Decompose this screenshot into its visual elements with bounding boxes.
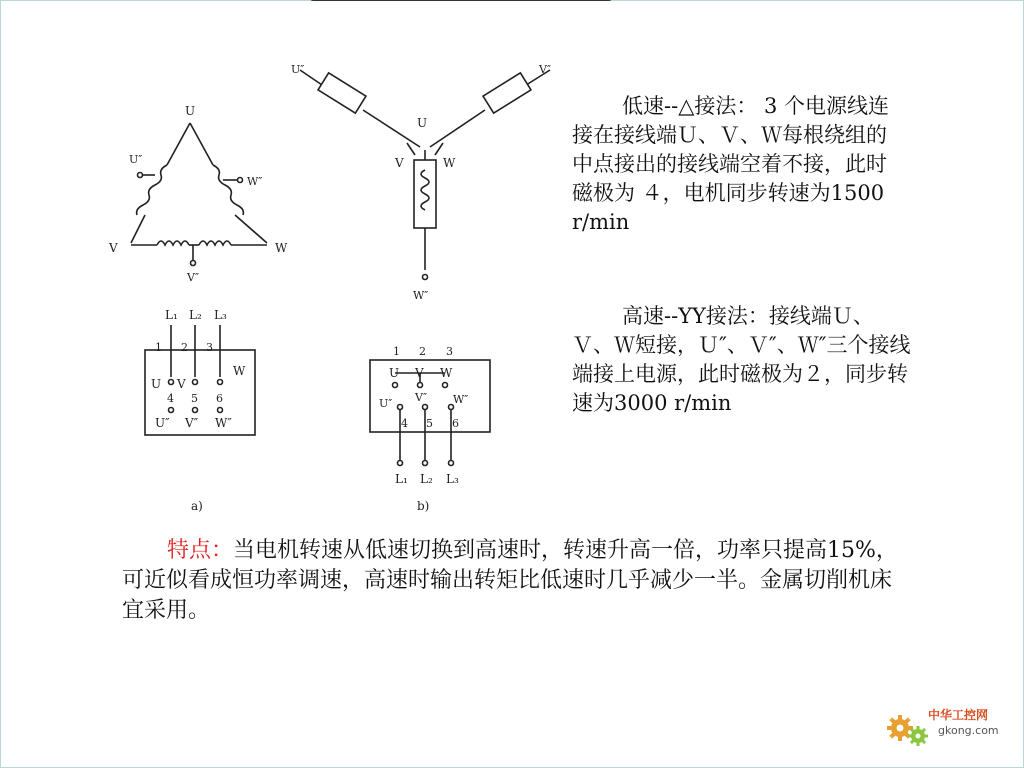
board-a-v: V <box>177 377 186 391</box>
board-b-4: 4 <box>401 417 408 430</box>
board-b-l2: L₂ <box>420 472 433 486</box>
feature-label: 特点： <box>167 538 234 563</box>
board-a-l3: L₃ <box>214 308 227 322</box>
board-b-w2: W″ <box>453 393 469 406</box>
feature-paragraph <box>122 536 902 626</box>
yy-label-v2: V″ <box>539 63 552 76</box>
board-a-w: W <box>233 364 246 378</box>
board-b-l3: L₃ <box>446 472 459 486</box>
board-a-n3: 3 <box>206 341 213 354</box>
board-b-6: 6 <box>452 417 459 430</box>
delta-label-v: V <box>109 241 118 255</box>
board-b-v2: V″ <box>415 391 428 404</box>
board-b-l1: L₁ <box>395 472 408 486</box>
board-b-u: U <box>389 366 400 380</box>
board-a-5: 5 <box>191 392 198 405</box>
gkong-logo <box>882 702 1012 752</box>
board-b-u2: U″ <box>379 397 393 410</box>
board-a-u: U <box>151 377 162 391</box>
board-a-n2: 2 <box>181 341 188 354</box>
yy-label-u2: U″ <box>291 63 305 76</box>
board-a-u2: U″ <box>155 416 170 430</box>
terminal-board-b <box>370 360 490 466</box>
yy-label-u: U <box>417 116 428 130</box>
delta-label-v2: V″ <box>187 271 200 284</box>
delta-label-w2: W″ <box>247 175 263 188</box>
logo-url: gkong.com <box>938 724 999 737</box>
low-speed-description: 低速--△接法： 3 个电源线连接在接线端Ｕ、Ｖ、Ｗ每根绕组的中点接出的接线端空着不接，此时磁极为 ４，电机同步转速为1500 r/min <box>572 94 890 234</box>
delta-connection <box>131 123 267 266</box>
board-a-v2: V″ <box>185 416 199 430</box>
logo-name: 中华工控网 <box>928 708 989 722</box>
delta-label-w: W <box>275 241 288 255</box>
board-b-v: V <box>415 366 424 380</box>
board-a-l2: L₂ <box>189 308 202 322</box>
slide-top-tab <box>310 0 612 1</box>
board-a-6: 6 <box>216 392 223 405</box>
board-b-n1: 1 <box>393 345 400 358</box>
board-a-caption: a) <box>191 499 203 513</box>
yy-connection <box>300 70 550 280</box>
gear-logo-icon <box>882 702 932 752</box>
high-speed-description: 高速--YY接法：接线端Ｕ、Ｖ、Ｗ短接，Ｕ″、Ｖ″、Ｗ″三个接线端接上电源，此时磁极为２，同步转速为3000 r/min <box>572 304 911 415</box>
yy-label-v: V <box>395 156 404 170</box>
wiring-diagram-svg <box>95 55 565 520</box>
board-a-l1: L₁ <box>165 308 178 322</box>
board-b-5: 5 <box>426 417 433 430</box>
board-b-n2: 2 <box>419 345 426 358</box>
board-a-n1: 1 <box>155 341 162 354</box>
delta-label-u2: U″ <box>129 153 143 166</box>
board-a-4: 4 <box>167 392 174 405</box>
wiring-diagram <box>95 55 565 520</box>
board-b-w: W <box>440 366 453 380</box>
board-a-w2: W″ <box>215 416 232 430</box>
board-b-n3: 3 <box>446 345 453 358</box>
yy-label-w2: W″ <box>413 289 429 302</box>
feature-body: 当电机转速从低速切换到高速时，转速升高一倍，功率只提高15%，可近似看成恒功率调速，高速时输出转矩比低速时几乎减少一半。金属切削机床宜采用。 <box>122 538 898 623</box>
yy-label-w: W <box>443 156 456 170</box>
delta-label-u: U <box>185 104 196 118</box>
board-b-caption: b) <box>417 499 430 513</box>
